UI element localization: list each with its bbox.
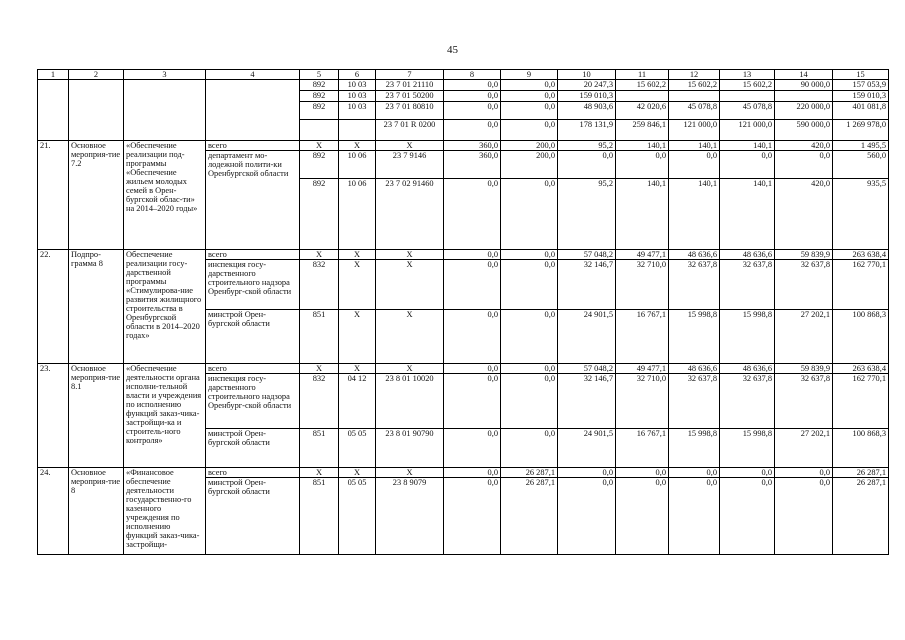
amount-cell <box>775 91 833 102</box>
amount-cell: 49 477,1 <box>616 363 669 373</box>
table-row <box>38 120 889 141</box>
column-number-header: 10 <box>558 70 616 80</box>
budget-code-cell: 892 <box>300 102 339 120</box>
amount-cell: 27 202,1 <box>775 309 833 363</box>
section-code-cell: 10 03 <box>339 102 376 120</box>
amount-cell: 48 636,6 <box>669 363 720 373</box>
amount-cell: 0,0 <box>444 120 501 141</box>
amount-cell: 0,0 <box>444 428 501 467</box>
amount-cell: 360,0 <box>444 141 501 151</box>
amount-cell: 0,0 <box>669 477 720 554</box>
amount-cell: 15 998,8 <box>720 309 775 363</box>
section-code-cell <box>339 120 376 141</box>
column-number-header: 1 <box>38 70 69 80</box>
amount-cell: 159 010,3 <box>558 91 616 102</box>
page-number: 45 <box>447 44 458 56</box>
amount-cell: 0,0 <box>444 259 501 309</box>
target-article-cell: 23 7 01 21110 <box>376 80 444 91</box>
amount-cell: 0,0 <box>444 178 501 249</box>
target-article-cell: 23 7 9146 <box>376 151 444 179</box>
item-name-cell: Обеспечение реализации госу-дарственной программы «Стимулирова-ние развития жилищного строительства в Оренбургской области в 2014–2020 годах» <box>124 249 206 363</box>
table-row <box>38 363 889 373</box>
amount-cell: 45 078,8 <box>720 102 775 120</box>
target-article-cell: 23 7 01 50200 <box>376 91 444 102</box>
amount-cell: 121 000,0 <box>669 120 720 141</box>
amount-cell: 42 020,6 <box>616 102 669 120</box>
amount-cell: 0,0 <box>501 428 558 467</box>
amount-cell: 0,0 <box>616 467 669 477</box>
amount-cell: 263 638,4 <box>833 249 889 259</box>
amount-cell: 0,0 <box>444 467 501 477</box>
amount-cell: 0,0 <box>558 151 616 179</box>
amount-cell: 90 000,0 <box>775 80 833 91</box>
amount-cell: 32 637,8 <box>775 373 833 428</box>
item-number-cell: 22. <box>38 249 69 363</box>
section-code-cell: 04 12 <box>339 373 376 428</box>
column-number-header: 7 <box>376 70 444 80</box>
item-type-cell: Основное мероприя-тие 8 <box>69 467 124 554</box>
column-number-header: 8 <box>444 70 501 80</box>
executor-cell: минстрой Орен-бургской области <box>206 309 300 363</box>
budget-table <box>37 69 889 555</box>
empty-cell <box>206 120 300 141</box>
item-number-cell: 21. <box>38 141 69 250</box>
amount-cell: 32 637,8 <box>669 259 720 309</box>
column-number-header: 13 <box>720 70 775 80</box>
amount-cell: 0,0 <box>775 467 833 477</box>
column-number-header: 4 <box>206 70 300 80</box>
executor-cell: департамент мо-лодежной полити-ки Оренбургской области <box>206 151 300 179</box>
amount-cell: 0,0 <box>501 373 558 428</box>
table-row <box>38 467 889 477</box>
executor-cell: всего <box>206 467 300 477</box>
empty-cell <box>124 80 206 91</box>
amount-cell: 32 637,8 <box>720 373 775 428</box>
section-code-cell: 10 03 <box>339 91 376 102</box>
column-number-header: 3 <box>124 70 206 80</box>
amount-cell: 0,0 <box>444 373 501 428</box>
empty-cell <box>206 102 300 120</box>
table-row <box>38 249 889 259</box>
empty-cell <box>69 80 124 91</box>
empty-cell <box>38 91 69 102</box>
amount-cell: 15 602,2 <box>720 80 775 91</box>
section-code-cell: 10 03 <box>339 80 376 91</box>
budget-code-cell: 832 <box>300 259 339 309</box>
amount-cell: 32 637,8 <box>669 373 720 428</box>
column-number-header: 9 <box>501 70 558 80</box>
amount-cell: 0,0 <box>720 477 775 554</box>
executor-cell <box>206 178 300 249</box>
amount-cell: 259 846,1 <box>616 120 669 141</box>
amount-cell: 26 287,1 <box>833 467 889 477</box>
budget-code-cell: X <box>300 467 339 477</box>
section-code-cell: 10 06 <box>339 151 376 179</box>
amount-cell: 0,0 <box>669 467 720 477</box>
budget-code-cell: 851 <box>300 477 339 554</box>
amount-cell: 57 048,2 <box>558 249 616 259</box>
amount-cell: 32 637,8 <box>775 259 833 309</box>
amount-cell: 0,0 <box>444 249 501 259</box>
amount-cell: 0,0 <box>775 477 833 554</box>
amount-cell: 15 998,8 <box>720 428 775 467</box>
section-code-cell: X <box>339 249 376 259</box>
empty-cell <box>124 120 206 141</box>
amount-cell: 0,0 <box>501 249 558 259</box>
amount-cell: 16 767,1 <box>616 428 669 467</box>
amount-cell: 1 495,5 <box>833 141 889 151</box>
amount-cell: 32 710,0 <box>616 373 669 428</box>
empty-cell <box>124 102 206 120</box>
amount-cell: 401 081,8 <box>833 102 889 120</box>
target-article-cell: 23 7 01 80810 <box>376 102 444 120</box>
amount-cell: 420,0 <box>775 178 833 249</box>
amount-cell: 0,0 <box>720 467 775 477</box>
amount-cell: 200,0 <box>501 151 558 179</box>
item-type-cell: Основное мероприя-тие 7.2 <box>69 141 124 250</box>
amount-cell: 220 000,0 <box>775 102 833 120</box>
amount-cell: 100 868,3 <box>833 309 889 363</box>
amount-cell: 0,0 <box>558 477 616 554</box>
amount-cell: 57 048,2 <box>558 363 616 373</box>
amount-cell: 0,0 <box>444 477 501 554</box>
amount-cell: 162 770,1 <box>833 373 889 428</box>
amount-cell: 0,0 <box>444 80 501 91</box>
amount-cell: 0,0 <box>444 102 501 120</box>
table-row <box>38 141 889 151</box>
budget-code-cell: 832 <box>300 373 339 428</box>
amount-cell: 16 767,1 <box>616 309 669 363</box>
section-code-cell: X <box>339 259 376 309</box>
amount-cell: 0,0 <box>669 151 720 179</box>
amount-cell: 420,0 <box>775 141 833 151</box>
amount-cell: 140,1 <box>616 178 669 249</box>
amount-cell: 45 078,8 <box>669 102 720 120</box>
amount-cell: 100 868,3 <box>833 428 889 467</box>
table-row <box>38 91 889 102</box>
amount-cell: 0,0 <box>775 151 833 179</box>
table-row <box>38 80 889 91</box>
amount-cell: 0,0 <box>720 151 775 179</box>
target-article-cell: 23 8 01 10020 <box>376 373 444 428</box>
target-article-cell: 23 8 9079 <box>376 477 444 554</box>
amount-cell: 1 269 978,0 <box>833 120 889 141</box>
amount-cell: 59 839,9 <box>775 363 833 373</box>
amount-cell: 15 602,2 <box>616 80 669 91</box>
empty-cell <box>38 120 69 141</box>
section-code-cell: 05 05 <box>339 428 376 467</box>
target-article-cell: X <box>376 141 444 151</box>
target-article-cell: 23 8 01 90790 <box>376 428 444 467</box>
amount-cell <box>616 91 669 102</box>
amount-cell: 157 053,9 <box>833 80 889 91</box>
item-name-cell: «Обеспечение деятельности органа исполни-тельной власти и учреждения по исполнению функций заказ-чика-застройщи-ка и строитель-ного контроля» <box>124 363 206 467</box>
executor-cell: минстрой Орен-бургской области <box>206 477 300 554</box>
executor-cell: инспекция госу-дарственного строительного надзора Оренбург-ской области <box>206 373 300 428</box>
amount-cell: 95,2 <box>558 141 616 151</box>
amount-cell: 59 839,9 <box>775 249 833 259</box>
amount-cell: 0,0 <box>501 80 558 91</box>
amount-cell: 48 636,6 <box>720 249 775 259</box>
budget-code-cell: 851 <box>300 428 339 467</box>
column-number-header: 15 <box>833 70 889 80</box>
amount-cell: 263 638,4 <box>833 363 889 373</box>
amount-cell <box>720 91 775 102</box>
amount-cell: 0,0 <box>501 309 558 363</box>
target-article-cell: X <box>376 309 444 363</box>
amount-cell: 178 131,9 <box>558 120 616 141</box>
column-number-header: 12 <box>669 70 720 80</box>
amount-cell: 48 636,6 <box>669 249 720 259</box>
amount-cell: 27 202,1 <box>775 428 833 467</box>
amount-cell: 26 287,1 <box>833 477 889 554</box>
amount-cell: 0,0 <box>444 91 501 102</box>
section-code-cell: X <box>339 309 376 363</box>
amount-cell: 32 710,0 <box>616 259 669 309</box>
executor-cell: инспекция госу-дарственного строительного надзора Оренбург-ской области <box>206 259 300 309</box>
target-article-cell: X <box>376 363 444 373</box>
budget-code-cell <box>300 120 339 141</box>
empty-cell <box>69 102 124 120</box>
budget-code-cell: 851 <box>300 309 339 363</box>
column-number-header: 11 <box>616 70 669 80</box>
target-article-cell: 23 7 01 R 0200 <box>376 120 444 141</box>
item-number-cell: 23. <box>38 363 69 467</box>
amount-cell: 0,0 <box>501 363 558 373</box>
empty-cell <box>38 80 69 91</box>
amount-cell: 0,0 <box>444 309 501 363</box>
amount-cell: 24 901,5 <box>558 309 616 363</box>
item-name-cell: «Финансовое обеспечение деятельности государственно-го казенного учреждения по исполнению функций заказ-чика-застройщи- <box>124 467 206 554</box>
empty-cell <box>69 91 124 102</box>
section-code-cell: X <box>339 141 376 151</box>
amount-cell: 32 637,8 <box>720 259 775 309</box>
amount-cell: 140,1 <box>616 141 669 151</box>
amount-cell: 15 998,8 <box>669 428 720 467</box>
section-code-cell: 10 06 <box>339 178 376 249</box>
amount-cell: 162 770,1 <box>833 259 889 309</box>
amount-cell: 140,1 <box>669 178 720 249</box>
amount-cell: 32 146,7 <box>558 373 616 428</box>
amount-cell: 590 000,0 <box>775 120 833 141</box>
amount-cell: 32 146,7 <box>558 259 616 309</box>
column-number-header: 6 <box>339 70 376 80</box>
executor-cell: всего <box>206 363 300 373</box>
target-article-cell: 23 7 02 91460 <box>376 178 444 249</box>
budget-code-cell: 892 <box>300 91 339 102</box>
amount-cell: 560,0 <box>833 151 889 179</box>
amount-cell: 140,1 <box>720 141 775 151</box>
amount-cell: 200,0 <box>501 141 558 151</box>
column-number-header: 5 <box>300 70 339 80</box>
amount-cell: 95,2 <box>558 178 616 249</box>
amount-cell: 48 903,6 <box>558 102 616 120</box>
amount-cell: 26 287,1 <box>501 467 558 477</box>
amount-cell: 0,0 <box>558 467 616 477</box>
amount-cell: 15 998,8 <box>669 309 720 363</box>
empty-cell <box>38 102 69 120</box>
column-number-header: 2 <box>69 70 124 80</box>
amount-cell: 0,0 <box>616 477 669 554</box>
budget-code-cell: X <box>300 363 339 373</box>
amount-cell: 0,0 <box>616 151 669 179</box>
empty-cell <box>124 91 206 102</box>
empty-cell <box>206 80 300 91</box>
amount-cell: 0,0 <box>501 120 558 141</box>
amount-cell: 0,0 <box>501 91 558 102</box>
amount-cell: 360,0 <box>444 151 501 179</box>
target-article-cell: X <box>376 259 444 309</box>
amount-cell: 20 247,3 <box>558 80 616 91</box>
amount-cell: 0,0 <box>501 259 558 309</box>
amount-cell: 0,0 <box>501 178 558 249</box>
amount-cell: 0,0 <box>444 363 501 373</box>
amount-cell: 935,5 <box>833 178 889 249</box>
amount-cell: 48 636,6 <box>720 363 775 373</box>
amount-cell <box>669 91 720 102</box>
item-type-cell: Подпро-грамма 8 <box>69 249 124 363</box>
executor-cell: всего <box>206 141 300 151</box>
section-code-cell: 05 05 <box>339 477 376 554</box>
section-code-cell: X <box>339 363 376 373</box>
amount-cell: 49 477,1 <box>616 249 669 259</box>
amount-cell: 121 000,0 <box>720 120 775 141</box>
item-name-cell: «Обеспечение реализации под-программы «Обеспечение жильем молодых семей в Орен-бургской облас-ти» на 2014–2020 годы» <box>124 141 206 250</box>
amount-cell: 24 901,5 <box>558 428 616 467</box>
item-number-cell: 24. <box>38 467 69 554</box>
target-article-cell: X <box>376 249 444 259</box>
amount-cell: 15 602,2 <box>669 80 720 91</box>
executor-cell: минстрой Орен-бургской области <box>206 428 300 467</box>
amount-cell: 140,1 <box>669 141 720 151</box>
budget-code-cell: 892 <box>300 178 339 249</box>
target-article-cell: X <box>376 467 444 477</box>
amount-cell: 159 010,3 <box>833 91 889 102</box>
table-row <box>38 102 889 120</box>
empty-cell <box>69 120 124 141</box>
amount-cell: 140,1 <box>720 178 775 249</box>
amount-cell: 26 287,1 <box>501 477 558 554</box>
item-type-cell: Основное мероприя-тие 8.1 <box>69 363 124 467</box>
budget-code-cell: X <box>300 141 339 151</box>
section-code-cell: X <box>339 467 376 477</box>
amount-cell: 0,0 <box>501 102 558 120</box>
empty-cell <box>206 91 300 102</box>
budget-code-cell: X <box>300 249 339 259</box>
column-number-row <box>38 70 889 80</box>
budget-code-cell: 892 <box>300 151 339 179</box>
column-number-header: 14 <box>775 70 833 80</box>
budget-code-cell: 892 <box>300 80 339 91</box>
executor-cell: всего <box>206 249 300 259</box>
